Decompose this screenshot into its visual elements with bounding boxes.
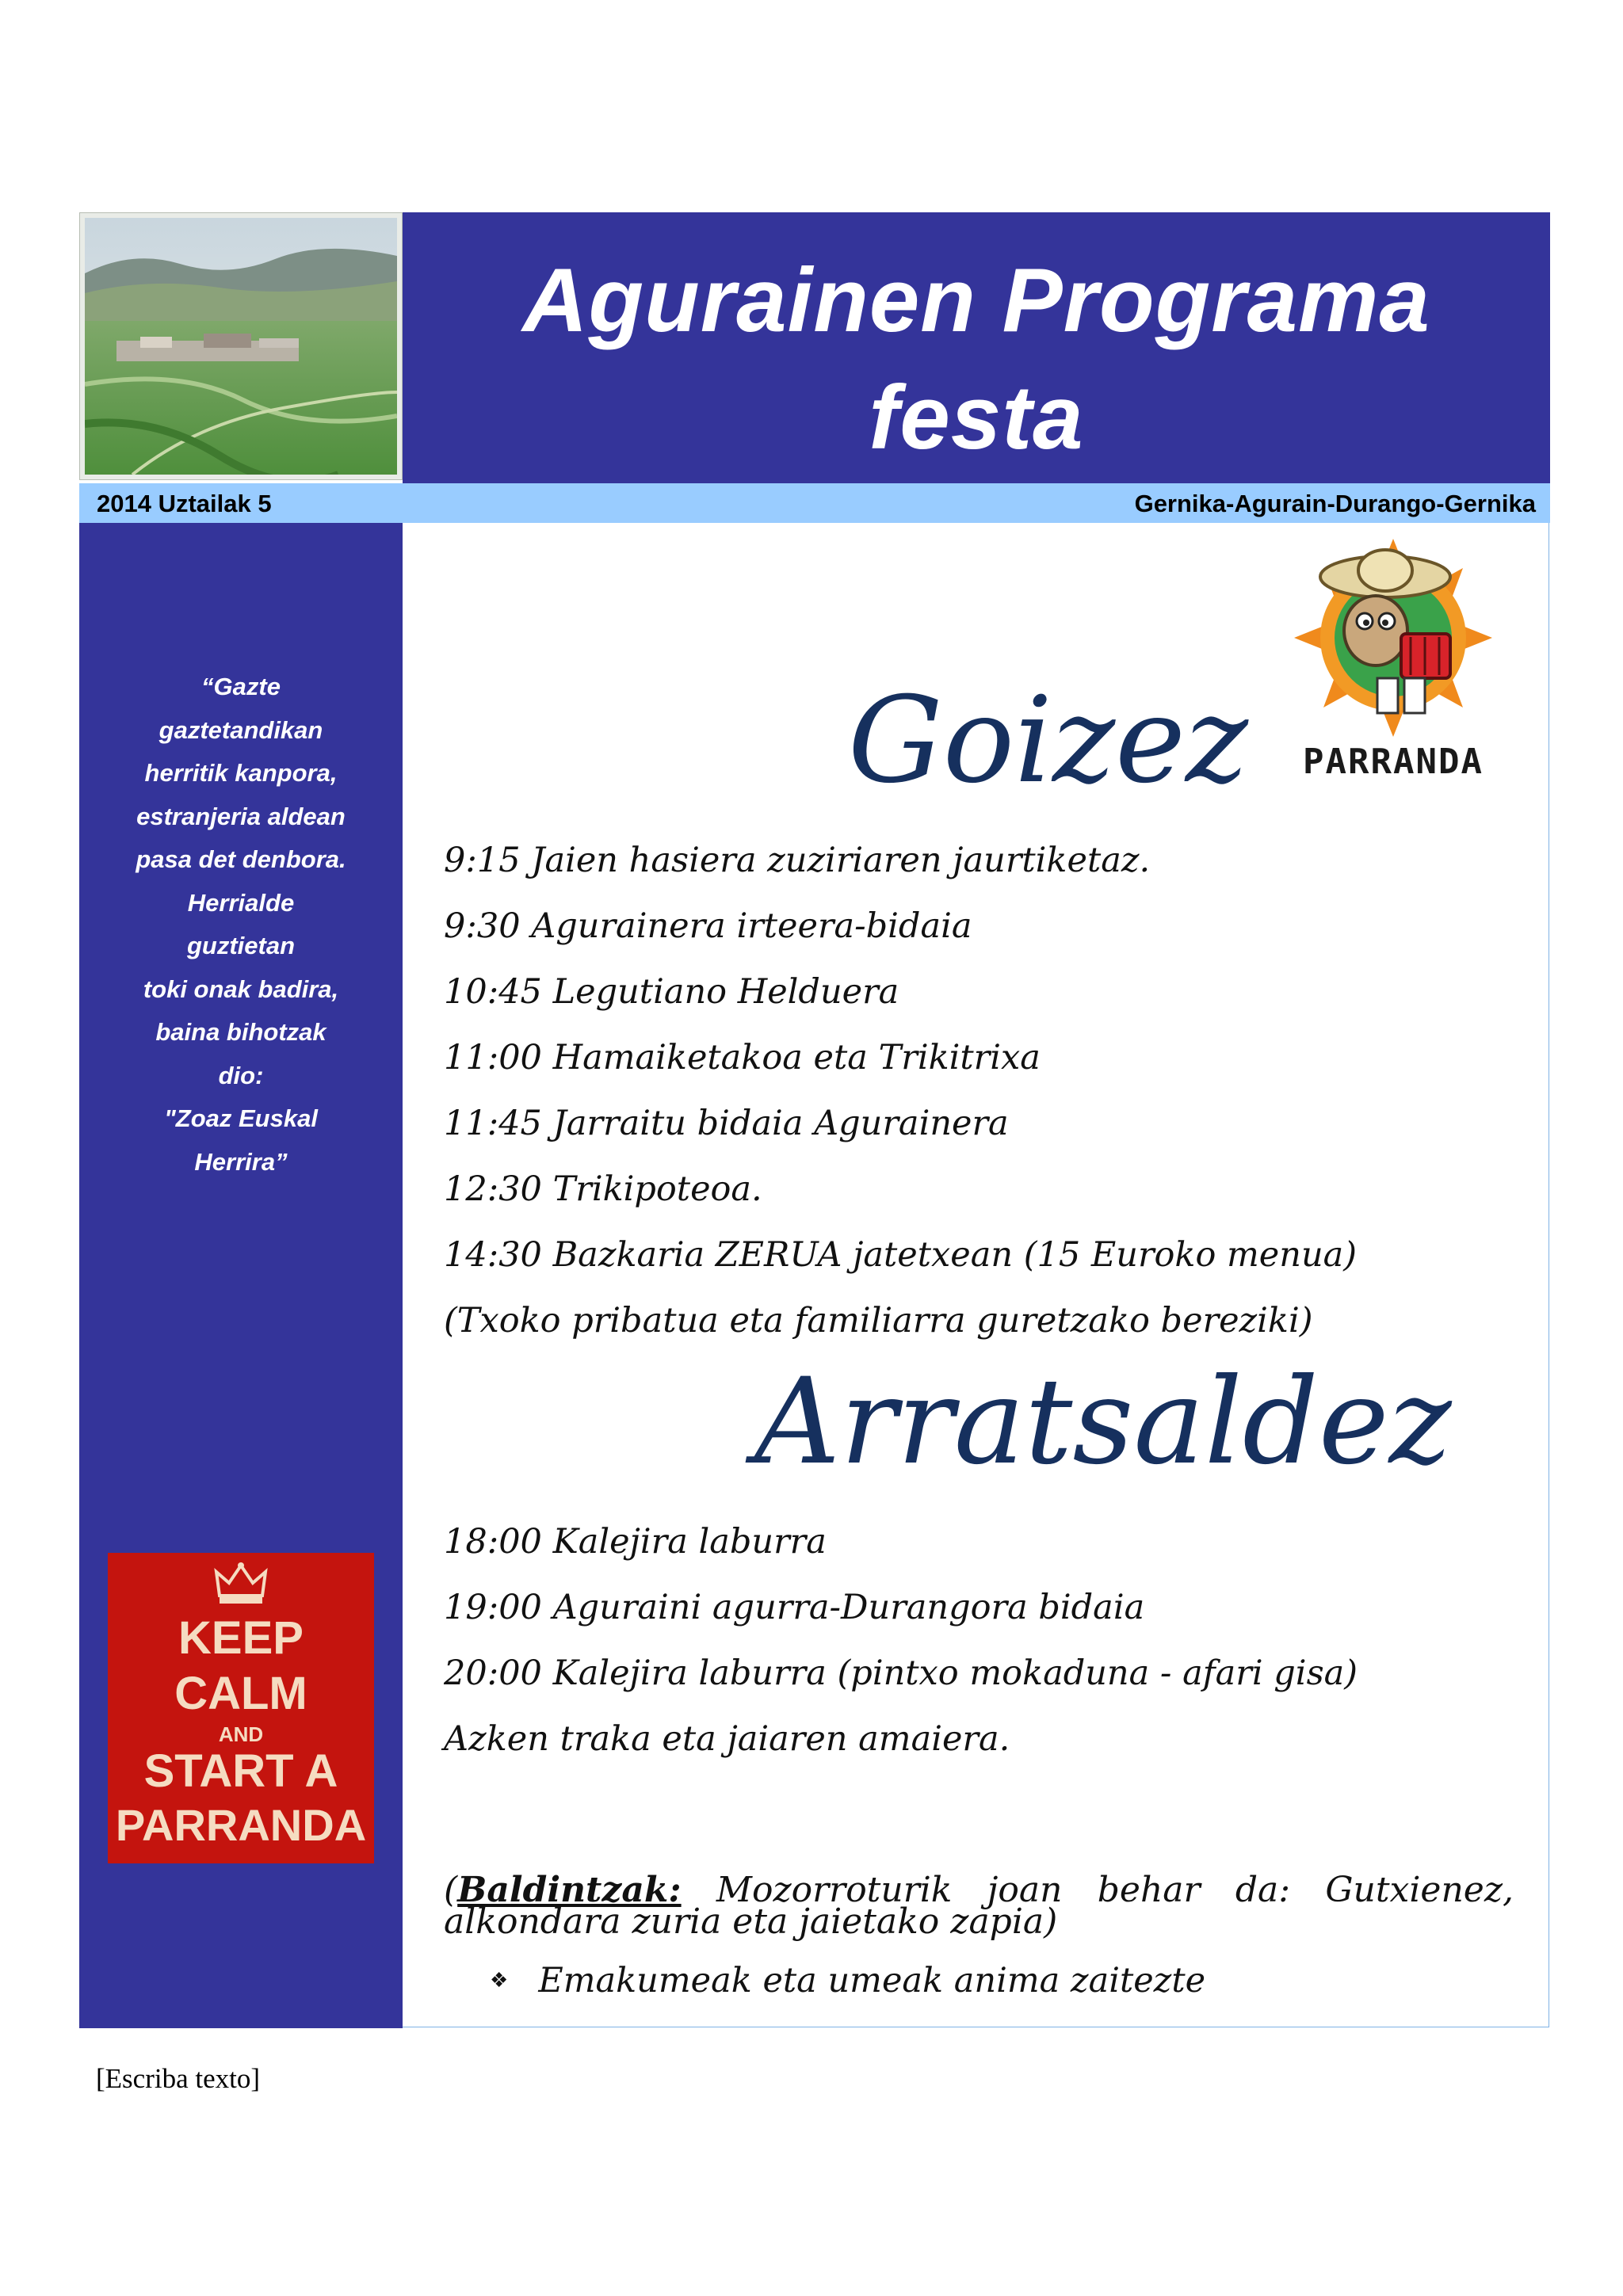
schedule-item: 10:45 Legutiano Helduera	[444, 972, 899, 1012]
schedule-item: 12:30 Trikipoteoa.	[444, 1169, 762, 1209]
parranda-logo	[1274, 539, 1512, 800]
sidebar	[79, 523, 403, 2028]
quote-line: herritik kanpora,	[144, 759, 338, 787]
poster-line-and: AND	[218, 1722, 264, 1746]
poster-line-parranda: PARRANDA	[115, 1800, 367, 1850]
mascot-sun-icon	[1274, 539, 1512, 737]
morning-heading: Goizez	[848, 672, 1248, 810]
conditions-note	[444, 1870, 1514, 1942]
footer-placeholder: [Escriba texto]	[96, 2063, 260, 2094]
schedule-item: 9:15 Jaien hasiera zuziriaren jaurtiketaz.	[444, 841, 1151, 880]
bullet-item	[490, 1958, 1205, 2008]
page-title	[403, 242, 1550, 477]
quote-line: guztietan	[186, 932, 296, 959]
schedule-item: 11:45 Jarraitu bidaia Agurainera	[444, 1104, 1009, 1143]
crown-icon	[213, 1561, 269, 1607]
quote-line: pasa det denbora.	[136, 845, 346, 873]
route-text: Gernika-Agurain-Durango-Gernika	[1134, 490, 1536, 517]
quote-line: “Gazte	[201, 673, 281, 700]
schedule-item: Azken traka eta jaiaren amaiera.	[444, 1719, 1010, 1759]
title-line-2: festa	[869, 368, 1084, 468]
conditions-label: Baldintzak:	[457, 1870, 682, 1910]
quote-line: gaztetandikan	[158, 715, 323, 744]
conditions-text: Mozorroturik joan behar da: Gutxienez, alkondara zuria eta jaietako zapia)	[444, 1870, 1514, 1942]
poster-line-keep: KEEP	[178, 1612, 304, 1664]
schedule-item: 14:30 Bazkaria ZERUA jatetxean (15 Euroko menua)	[444, 1235, 1358, 1275]
schedule-item: 19:00 Aguraini agurra-Durangora bidaia	[444, 1588, 1145, 1627]
landscape-image	[85, 218, 397, 475]
quote-line: dio:	[218, 1061, 264, 1089]
landscape-photo	[79, 212, 403, 480]
conditions-open-paren: (	[444, 1870, 458, 1910]
diamond-bullet-icon: ❖	[490, 1969, 509, 1993]
schedule-item: 9:30 Agurainera irteera-bidaia	[444, 906, 972, 946]
date-bar	[79, 483, 1550, 523]
logo-text: PARRANDA	[1303, 742, 1484, 782]
title-line-1: Agurainen Programa	[522, 250, 1430, 351]
quote-line: Herrira”	[194, 1147, 288, 1176]
quote-line: Herrialde	[187, 888, 295, 917]
quote-line: estranjeria aldean	[136, 802, 346, 830]
date-text: 2014 Uztailak 5	[97, 490, 272, 517]
bullet-text: Emakumeak eta umeak anima zaitezte	[538, 1961, 1206, 2000]
schedule-item: 20:00 Kalejira laburra (pintxo mokaduna - afari gisa)	[444, 1653, 1358, 1693]
program-content	[403, 523, 1549, 2027]
poster-line-calm: CALM	[174, 1668, 307, 1719]
schedule-item: 11:00 Hamaiketakoa eta Trikitrixa	[444, 1038, 1041, 1077]
schedule-item: 18:00 Kalejira laburra	[444, 1522, 827, 1562]
quote-line: baina bihotzak	[155, 1018, 327, 1046]
keep-calm-poster	[108, 1553, 374, 1863]
schedule-item: (Txoko pribatua eta familiarra guretzako bereziki)	[444, 1301, 1313, 1341]
quote-line: "Zoaz Euskal	[164, 1104, 318, 1132]
quote-line: toki onak badira,	[143, 974, 339, 1003]
afternoon-heading: Arratsaldez	[754, 1353, 1452, 1491]
poster-line-start: START A	[143, 1745, 338, 1797]
sidebar-quote	[79, 666, 403, 1184]
title-banner	[403, 212, 1550, 483]
